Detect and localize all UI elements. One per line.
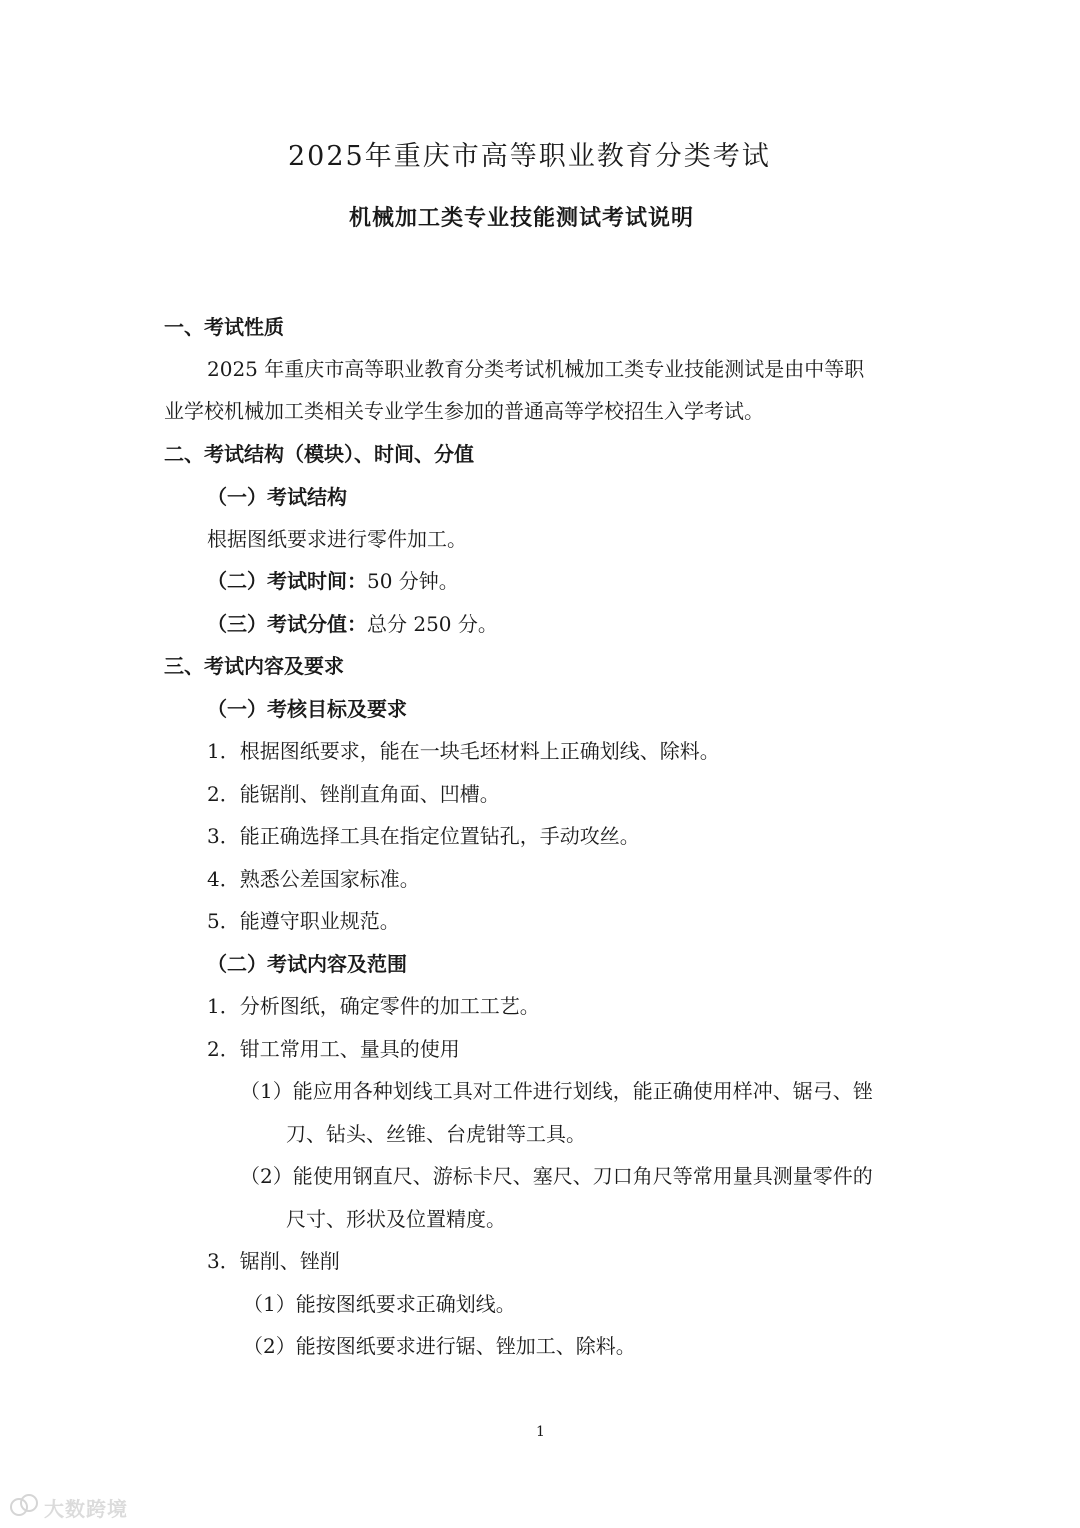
subheading-goals: （一）考核目标及要求 bbox=[207, 697, 407, 721]
exam-time-line bbox=[207, 567, 459, 595]
exam-score-label: （三）考试分值： bbox=[207, 612, 367, 636]
subheading-structure: （一）考试结构 bbox=[207, 485, 347, 509]
exam-time-value: 50 分钟。 bbox=[367, 569, 459, 593]
list-item: 3．锯削、锉削 bbox=[207, 1249, 340, 1273]
section-heading-nature: 一、考试性质 bbox=[164, 315, 284, 339]
paragraph-line: 2025 年重庆市高等职业教育分类考试机械加工类专业技能测试是由中等职 bbox=[207, 357, 865, 381]
list-subitem-continued: 尺寸、形状及位置精度。 bbox=[286, 1207, 506, 1231]
list-item: 2．钳工常用工、量具的使用 bbox=[207, 1037, 460, 1061]
section-heading-structure: 二、考试结构（模块）、时间、分值 bbox=[164, 442, 474, 466]
exam-score-line bbox=[207, 610, 498, 638]
section-heading-content: 三、考试内容及要求 bbox=[164, 654, 344, 678]
list-item: 3．能正确选择工具在指定位置钻孔，手动攻丝。 bbox=[207, 824, 640, 848]
list-item: 1．根据图纸要求，能在一块毛坯材料上正确划线、除料。 bbox=[207, 739, 720, 763]
list-subitem: （2）能使用钢直尺、游标卡尺、塞尺、刀口角尺等常用量具测量零件的 bbox=[240, 1164, 873, 1188]
watermark bbox=[10, 1490, 128, 1524]
list-subitem: （2）能按图纸要求进行锯、锉加工、除料。 bbox=[243, 1334, 636, 1358]
list-subitem-continued: 刀、钻头、丝锥、台虎钳等工具。 bbox=[286, 1122, 586, 1146]
exam-score-value: 总分 250 分。 bbox=[367, 612, 498, 636]
list-subitem: （1）能应用各种划线工具对工件进行划线，能正确使用样冲、锯弓、锉 bbox=[240, 1079, 873, 1103]
document-title: 2025年重庆市高等职业教育分类考试 bbox=[288, 141, 771, 172]
subheading-scope: （二）考试内容及范围 bbox=[207, 952, 407, 976]
paragraph-line: 根据图纸要求进行零件加工。 bbox=[207, 527, 467, 551]
list-item: 5．能遵守职业规范。 bbox=[207, 909, 400, 933]
list-item: 2．能锯削、锉削直角面、凹槽。 bbox=[207, 782, 500, 806]
page-number: 1 bbox=[536, 1424, 545, 1440]
exam-time-label: （二）考试时间： bbox=[207, 569, 367, 593]
document-subtitle: 机械加工类专业技能测试考试说明 bbox=[349, 206, 695, 231]
list-subitem: （1）能按图纸要求正确划线。 bbox=[243, 1292, 516, 1316]
list-item: 1．分析图纸，确定零件的加工工艺。 bbox=[207, 994, 540, 1018]
list-item: 4．熟悉公差国家标准。 bbox=[207, 867, 420, 891]
watermark-text: 大数跨境 bbox=[44, 1496, 128, 1521]
watermark-logo-icon bbox=[10, 1494, 38, 1520]
paragraph-line: 业学校机械加工类相关专业学生参加的普通高等学校招生入学考试。 bbox=[164, 399, 764, 423]
